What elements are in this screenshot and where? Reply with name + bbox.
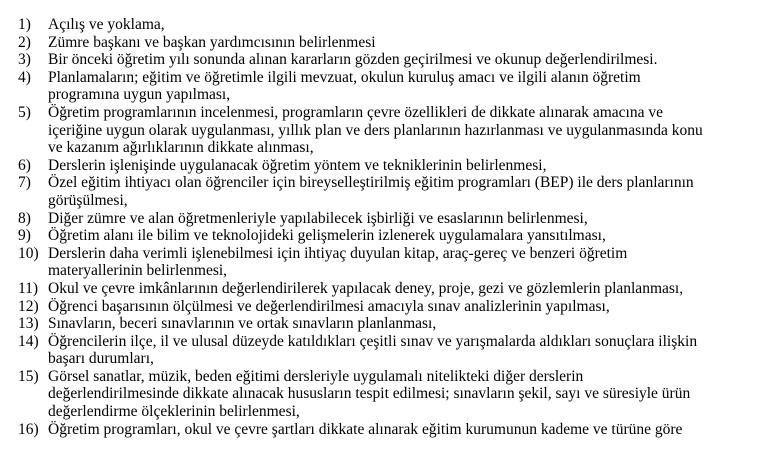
- agenda-item: [0, 421, 759, 439]
- agenda-item: [0, 69, 759, 104]
- agenda-item-number: 14): [18, 332, 39, 350]
- agenda-item-text: Diğer zümre ve alan öğretmenleriyle yapılabilecek işbirliği ve esaslarının belirlenmesi,: [48, 209, 588, 227]
- agenda-item-text: Zümre başkanı ve başkan yardımcısının belirlenmesi: [48, 33, 376, 51]
- agenda-item-text: Bir önceki öğretim yılı sonunda alınan kararların gözden geçirilmesi ve okunup değerlendirilmesi.: [48, 51, 658, 69]
- agenda-item-text: Görsel sanatlar, müzik, beden eğitimi dersleriyle uygulamalı nitelikteki diğer derslerin değerlendirilmesinde dikkate alınacak hususların tespit edilmesi; sınavların şekil, sayı ve süresiyle ürün değerlendirme ölçeklerinin belirlenmesi,: [48, 367, 691, 421]
- agenda-item: [0, 298, 759, 316]
- agenda-item-text: Derslerin işlenişinde uygulanacak öğretim yöntem ve tekniklerinin belirlenmesi,: [48, 156, 547, 174]
- agenda-item-number: 10): [18, 244, 39, 262]
- agenda-item-text: Öğrenci başarısının ölçülmesi ve değerlendirilmesi amacıyla sınav analizlerinin yapılması,: [48, 297, 610, 315]
- agenda-item-number: 11): [18, 279, 39, 297]
- agenda-item-number: 15): [18, 367, 39, 385]
- agenda-item-number: 1): [18, 16, 31, 33]
- agenda-item: [0, 227, 759, 245]
- agenda-item-number: 12): [18, 297, 39, 315]
- agenda-item: [0, 368, 759, 421]
- agenda-item: [0, 16, 759, 34]
- agenda-item-number: 6): [18, 156, 31, 174]
- agenda-item-text: Özel eğitim ihtiyacı olan öğrenciler için bireyselleştirilmiş eğitim programları (BEP) ile ders planlarının görüşülmesi,: [48, 174, 694, 209]
- agenda-item-text: Öğretim programları, okul ve çevre şartları dikkate alınarak eğitim kurumunun kademe ve türüne göre: [48, 420, 683, 438]
- agenda-item: [0, 51, 759, 69]
- agenda-item-number: 2): [18, 33, 31, 51]
- agenda-item-number: 4): [18, 68, 31, 86]
- agenda-item: [0, 34, 759, 52]
- agenda-item: [0, 280, 759, 298]
- agenda-item: [0, 210, 759, 228]
- agenda-item: [0, 333, 759, 368]
- agenda-list: [0, 16, 759, 438]
- agenda-item-number: 5): [18, 103, 31, 121]
- agenda-item-number: 7): [18, 174, 31, 192]
- agenda-item-number: 9): [18, 227, 31, 245]
- agenda-item-number: 16): [18, 420, 39, 438]
- agenda-item-number: 3): [18, 51, 31, 69]
- agenda-item-number: 8): [18, 209, 31, 227]
- agenda-item-text: Sınavların, beceri sınavlarının ve ortak sınavların planlanması,: [48, 315, 437, 333]
- agenda-item-text: Öğretim alanı ile bilim ve teknolojideki gelişmelerin izlenerek uygulamalara yansıtılması,: [48, 227, 606, 245]
- agenda-item-number: 13): [18, 315, 39, 333]
- agenda-item-text: Okul ve çevre imkânlarının değerlendirilerek yapılacak deney, proje, gezi ve gözlemlerin planlanması,: [48, 279, 684, 297]
- agenda-item: [0, 315, 759, 333]
- agenda-item-text: Derslerin daha verimli işlenebilmesi için ihtiyaç duyulan kitap, araç-gereç ve benzeri öğretim materyallerinin belirlenmesi,: [48, 244, 628, 280]
- agenda-item: [0, 245, 759, 280]
- agenda-item-text: Öğretim programlarının incelenmesi, programların çevre özellikleri de dikkate alınarak amacına ve içeriğine uygun olarak uygulanması, yıllık plan ve ders planlarının hazırlanması ve uygulanmasında konu ve kazanım ağırlıklarının dikkate alınması,: [48, 103, 703, 157]
- agenda-item: [0, 174, 759, 209]
- agenda-item: [0, 157, 759, 175]
- agenda-item-text: Öğrencilerin ilçe, il ve ulusal düzeyde katıldıkları çeşitli sınav ve yarışmalarda aldıkları sonuçlara ilişkin başarı durumları,: [48, 332, 698, 368]
- agenda-item-text: Açılış ve yoklama,: [48, 16, 165, 33]
- agenda-item-text: Planlamaların; eğitim ve öğretimle ilgili mevzuat, okulun kuruluş amacı ve ilgili alanın öğretim programına uygun yapılması,: [48, 68, 641, 104]
- agenda-item: [0, 104, 759, 157]
